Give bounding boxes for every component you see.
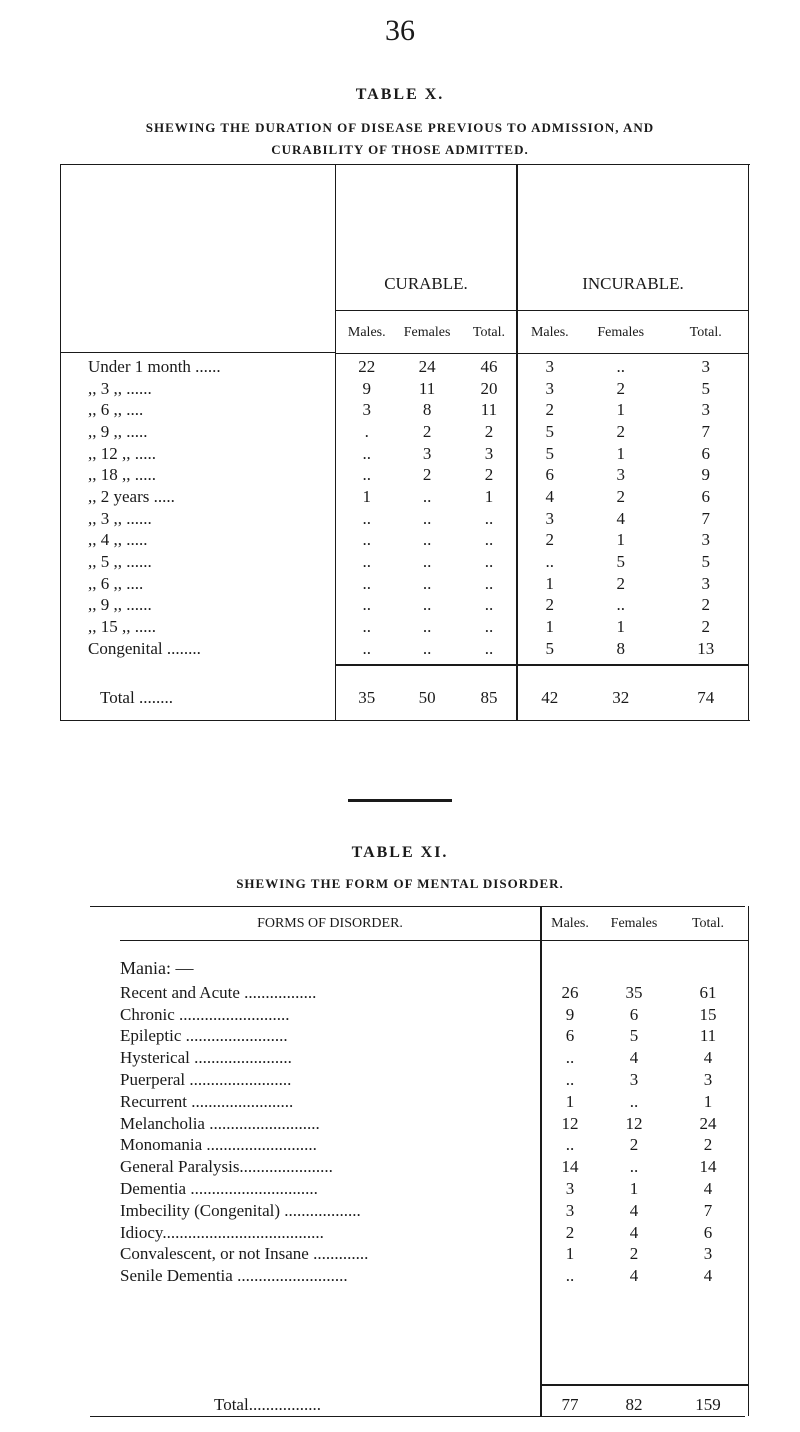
duration-label: ,, 5 ,, ...... — [88, 552, 152, 572]
cell-females: 35 — [625, 982, 643, 1002]
cell-curable-total: .. — [484, 508, 494, 528]
cell-males: .. — [565, 1070, 575, 1090]
table-row — [120, 1135, 748, 1157]
table-xi-total-total: 159 — [695, 1395, 721, 1414]
table-x-title: TABLE X. — [355, 86, 445, 103]
disorder-label: Hysterical ....................... — [120, 1048, 292, 1068]
cell-incurable-males: 2 — [545, 595, 555, 615]
col-header-total: Total. — [691, 916, 725, 931]
disorder-label: Melancholia .......................... — [120, 1113, 320, 1133]
col-header-curable-males: Males. — [347, 325, 386, 340]
cell-males: .. — [565, 1048, 575, 1068]
cell-males: 1 — [565, 1244, 575, 1264]
cell-incurable-total: 2 — [701, 617, 710, 637]
cell-females: 4 — [629, 1200, 639, 1220]
cell-curable-total: .. — [484, 552, 494, 572]
cell-incurable-females: 2 — [616, 486, 625, 506]
cell-curable-total: .. — [484, 530, 494, 550]
duration-label: ,, 18 ,, ..... — [88, 465, 156, 485]
cell-incurable-total: 3 — [701, 530, 710, 550]
duration-label: ,, 3 ,, ...... — [88, 378, 152, 398]
cell-curable-males: 9 — [362, 378, 371, 398]
cell-incurable-males: 5 — [545, 638, 555, 658]
cell-curable-total: 2 — [484, 465, 494, 485]
disorder-label: Senile Dementia .......................... — [120, 1266, 348, 1286]
cell-females: 2 — [629, 1135, 639, 1155]
table-row — [120, 1156, 748, 1178]
cell-total: 11 — [699, 1026, 717, 1046]
disorder-label: Convalescent, or not Insane ............. — [120, 1244, 369, 1264]
table-x-top-rule — [60, 164, 750, 165]
table-row — [60, 399, 750, 421]
cell-incurable-females: 3 — [616, 465, 625, 485]
table-row — [120, 1113, 748, 1135]
cell-curable-total: .. — [484, 573, 494, 593]
cell-males: 12 — [561, 1113, 579, 1133]
col-header-incurable-total: Total. — [689, 325, 722, 340]
table-row — [120, 1091, 748, 1113]
table-row — [60, 551, 750, 573]
cell-males: 2 — [565, 1222, 575, 1242]
col-header-curable-total: Total. — [472, 325, 505, 340]
cell-curable-total: 46 — [480, 356, 498, 376]
cell-total: 4 — [703, 1048, 713, 1068]
cell-females: 5 — [629, 1026, 639, 1046]
table-x-total-curable-females: 50 — [418, 688, 436, 707]
table-x-total-incurable-total: 74 — [697, 688, 715, 707]
cell-curable-females: 8 — [422, 400, 432, 420]
cell-incurable-males: 1 — [545, 573, 555, 593]
cell-incurable-males: 3 — [545, 378, 555, 398]
cell-curable-females: 3 — [422, 443, 432, 463]
disorder-label: Chronic .......................... — [120, 1004, 290, 1024]
cell-males: 26 — [561, 982, 579, 1002]
col-header-forms: FORMS OF DISORDER. — [257, 916, 403, 931]
duration-label: ,, 9 ,, ...... — [88, 595, 152, 615]
cell-curable-males: 22 — [358, 356, 376, 376]
cell-incurable-total: 9 — [701, 465, 710, 485]
table-x-subtitle-line1: SHEWING THE DURATION OF DISEASE PREVIOUS TO ADMISSION, AND — [145, 120, 655, 135]
table-row — [120, 1047, 748, 1069]
table-x-total-incurable-females: 32 — [612, 688, 630, 707]
cell-males: 3 — [565, 1200, 575, 1220]
cell-curable-total: 20 — [480, 378, 498, 398]
cell-incurable-total: 13 — [697, 638, 715, 658]
cell-incurable-males: 3 — [545, 508, 555, 528]
cell-incurable-females: 2 — [616, 573, 625, 593]
table-xi-colhead-underline — [542, 940, 748, 941]
cell-total: 3 — [703, 1070, 713, 1090]
cell-curable-males: .. — [362, 552, 371, 572]
cell-incurable-females: 2 — [616, 421, 625, 441]
cell-incurable-total: 3 — [701, 573, 710, 593]
cell-curable-females: 2 — [422, 465, 432, 485]
cell-males: .. — [565, 1266, 575, 1286]
table-row — [120, 1265, 748, 1287]
table-x-group-incurable: INCURABLE. — [582, 274, 684, 293]
cell-incurable-females: 1 — [616, 443, 625, 463]
table-xi-header — [120, 912, 748, 936]
table-x-group-curable: CURABLE. — [384, 274, 468, 293]
table-xi-subtitle: SHEWING THE FORM OF MENTAL DISORDER. — [236, 876, 564, 891]
table-row — [60, 530, 750, 552]
cell-total: 4 — [703, 1179, 713, 1199]
cell-curable-males: .. — [362, 465, 371, 485]
disorder-label: Recurrent ........................ — [120, 1091, 294, 1111]
col-header-females: Females — [610, 916, 658, 931]
disorder-label: Idiocy...................................... — [120, 1222, 324, 1242]
cell-males: 6 — [565, 1026, 575, 1046]
cell-curable-females: .. — [422, 508, 432, 528]
table-row — [120, 1244, 748, 1266]
cell-females: .. — [629, 1091, 639, 1111]
table-x-column-headers — [60, 314, 750, 352]
table-x-bottom-rule — [60, 720, 750, 721]
cell-curable-males: .. — [362, 443, 371, 463]
cell-curable-males: .. — [362, 638, 371, 658]
cell-curable-females: .. — [422, 573, 432, 593]
table-x-curable-subrule — [336, 310, 516, 311]
cell-curable-females: 11 — [418, 378, 436, 398]
table-x-total-rule-curable — [336, 664, 516, 666]
cell-curable-total: .. — [484, 595, 494, 615]
table-x-total-curable-males: 35 — [358, 688, 376, 707]
cell-curable-total: 11 — [480, 400, 498, 420]
cell-curable-females: 2 — [422, 421, 432, 441]
cell-males: 14 — [561, 1157, 579, 1177]
table-row — [120, 1222, 748, 1244]
duration-label: ,, 6 ,, .... — [88, 400, 144, 420]
cell-incurable-females: 4 — [616, 508, 625, 528]
cell-curable-males: .. — [362, 573, 371, 593]
cell-curable-total: .. — [484, 617, 494, 637]
table-row — [60, 464, 750, 486]
cell-total: 61 — [699, 982, 717, 1002]
table-row — [60, 573, 750, 595]
page-number: 36 — [385, 14, 415, 47]
cell-curable-total: 2 — [484, 421, 494, 441]
cell-incurable-males: 2 — [545, 400, 555, 420]
cell-incurable-females: .. — [616, 356, 625, 376]
cell-incurable-females: 8 — [616, 638, 625, 658]
cell-females: 2 — [629, 1244, 639, 1264]
cell-incurable-total: 2 — [701, 595, 710, 615]
table-row — [120, 1069, 748, 1091]
cell-total: 7 — [703, 1200, 713, 1220]
table-x — [60, 314, 750, 352]
table-x-total-rule-incurable — [518, 664, 748, 666]
cell-incurable-total: 3 — [701, 356, 710, 376]
table-row — [120, 1004, 748, 1026]
cell-curable-females: .. — [422, 552, 432, 572]
cell-females: 6 — [629, 1004, 639, 1024]
disorder-label: General Paralysis...................... — [120, 1157, 333, 1177]
table-x-total-curable-total: 85 — [480, 688, 498, 707]
disorder-label: Dementia .............................. — [120, 1179, 318, 1199]
cell-incurable-females: 1 — [616, 400, 625, 420]
table-row — [60, 421, 750, 443]
table-row — [60, 378, 750, 400]
cell-incurable-males: 5 — [545, 421, 555, 441]
cell-total: 6 — [703, 1222, 713, 1242]
cell-curable-males: .. — [362, 530, 371, 550]
cell-incurable-males: 5 — [545, 443, 555, 463]
cell-males: 9 — [565, 1004, 575, 1024]
cell-females: 4 — [629, 1222, 639, 1242]
cell-curable-males: .. — [362, 617, 371, 637]
table-row — [120, 1026, 748, 1048]
cell-curable-males: .. — [362, 595, 371, 615]
table-x-header-underline — [60, 352, 336, 353]
duration-label: ,, 3 ,, ...... — [88, 508, 152, 528]
cell-incurable-males: .. — [545, 552, 555, 572]
cell-incurable-total: 7 — [701, 421, 710, 441]
table-x-incurable-subrule — [518, 310, 748, 311]
cell-incurable-females: 1 — [616, 617, 625, 637]
cell-curable-total: 1 — [484, 486, 494, 506]
cell-curable-females: 24 — [418, 356, 436, 376]
table-x-total-label: Total ........ — [100, 688, 173, 707]
table-xi-right-rule — [748, 906, 749, 1416]
cell-curable-females: .. — [422, 486, 432, 506]
disorder-label: Puerperal ........................ — [120, 1070, 292, 1090]
duration-label: ,, 6 ,, .... — [88, 573, 144, 593]
cell-females: 1 — [629, 1179, 639, 1199]
cell-females: 12 — [625, 1113, 643, 1133]
table-row — [120, 1200, 748, 1222]
cell-total: 3 — [703, 1244, 713, 1264]
table-xi-total-males: 77 — [561, 1395, 579, 1414]
cell-curable-males: . — [364, 421, 369, 441]
cell-incurable-females: 1 — [616, 530, 625, 550]
duration-label: Congenital ........ — [88, 638, 201, 658]
cell-males: .. — [565, 1135, 575, 1155]
cell-curable-total: 3 — [484, 443, 494, 463]
table-xi-total-rule — [542, 1384, 748, 1386]
disorder-label: Monomania .......................... — [120, 1135, 317, 1155]
table-x-body — [60, 356, 750, 660]
disorder-label: Recent and Acute ................. — [120, 982, 317, 1002]
col-header-males: Males. — [551, 916, 589, 931]
cell-incurable-total: 5 — [701, 378, 710, 398]
cell-males: 3 — [565, 1179, 575, 1199]
cell-total: 2 — [703, 1135, 713, 1155]
table-xi-total-row — [120, 1392, 748, 1418]
cell-curable-females: .. — [422, 638, 432, 658]
cell-incurable-males: 4 — [545, 486, 555, 506]
table-row — [60, 486, 750, 508]
table-row — [60, 508, 750, 530]
cell-incurable-males: 6 — [545, 465, 555, 485]
cell-incurable-males: 2 — [545, 530, 555, 550]
cell-total: 24 — [699, 1113, 717, 1133]
disorder-label: Imbecility (Congenital) .................. — [120, 1200, 361, 1220]
mania-section-label: Mania: — — [120, 958, 194, 978]
section-separator — [348, 799, 452, 802]
table-x-total-incurable-males: 42 — [541, 688, 559, 707]
cell-males: 1 — [565, 1091, 575, 1111]
cell-curable-males: .. — [362, 508, 371, 528]
table-xi-total-females: 82 — [625, 1395, 643, 1414]
duration-label: Under 1 month ...... — [88, 356, 221, 376]
col-header-incurable-males: Males. — [530, 325, 569, 340]
table-xi-header-underline — [120, 940, 540, 941]
cell-incurable-males: 1 — [545, 617, 555, 637]
table-xi-total-label: Total................. — [214, 1395, 321, 1414]
duration-label: ,, 12 ,, ..... — [88, 443, 156, 463]
cell-total: 14 — [699, 1157, 717, 1177]
table-row — [60, 443, 750, 465]
cell-curable-total: .. — [484, 638, 494, 658]
cell-incurable-males: 3 — [545, 356, 555, 376]
cell-incurable-total: 3 — [701, 400, 710, 420]
table-row — [120, 1178, 748, 1200]
cell-curable-females: .. — [422, 595, 432, 615]
cell-curable-males: 3 — [362, 400, 371, 420]
cell-incurable-total: 7 — [701, 508, 710, 528]
cell-incurable-total: 6 — [701, 443, 710, 463]
cell-females: 3 — [629, 1070, 639, 1090]
duration-label: ,, 4 ,, ..... — [88, 530, 148, 550]
cell-total: 4 — [703, 1266, 713, 1286]
col-header-curable-females: Females — [403, 325, 451, 340]
cell-curable-females: .. — [422, 617, 432, 637]
table-x-colhead-underline — [336, 353, 748, 354]
table-row — [60, 638, 750, 660]
cell-females: 4 — [629, 1048, 639, 1068]
cell-incurable-total: 5 — [701, 552, 710, 572]
cell-females: .. — [629, 1157, 639, 1177]
table-row — [120, 982, 748, 1004]
cell-females: 4 — [629, 1266, 639, 1286]
disorder-label: Epileptic ........................ — [120, 1026, 288, 1046]
table-x-subtitle-line2: CURABILITY OF THOSE ADMITTED. — [271, 142, 529, 157]
table-xi-body — [120, 982, 748, 1287]
cell-total: 15 — [699, 1004, 717, 1024]
table-row — [60, 595, 750, 617]
cell-curable-females: .. — [422, 530, 432, 550]
table-x-total-row — [60, 685, 750, 711]
cell-curable-males: 1 — [362, 486, 371, 506]
cell-total: 1 — [703, 1091, 713, 1111]
cell-incurable-total: 6 — [701, 486, 710, 506]
cell-incurable-females: .. — [616, 595, 625, 615]
duration-label: ,, 2 years ..... — [88, 486, 175, 506]
table-xi-title: TABLE XI. — [351, 844, 449, 861]
cell-incurable-females: 2 — [616, 378, 625, 398]
table-row — [60, 356, 750, 378]
table-xi-top-rule — [90, 906, 745, 907]
duration-label: ,, 15 ,, ..... — [88, 617, 156, 637]
duration-label: ,, 9 ,, ..... — [88, 421, 148, 441]
cell-incurable-females: 5 — [616, 552, 625, 572]
table-row — [60, 616, 750, 638]
col-header-incurable-females: Females — [597, 325, 645, 340]
